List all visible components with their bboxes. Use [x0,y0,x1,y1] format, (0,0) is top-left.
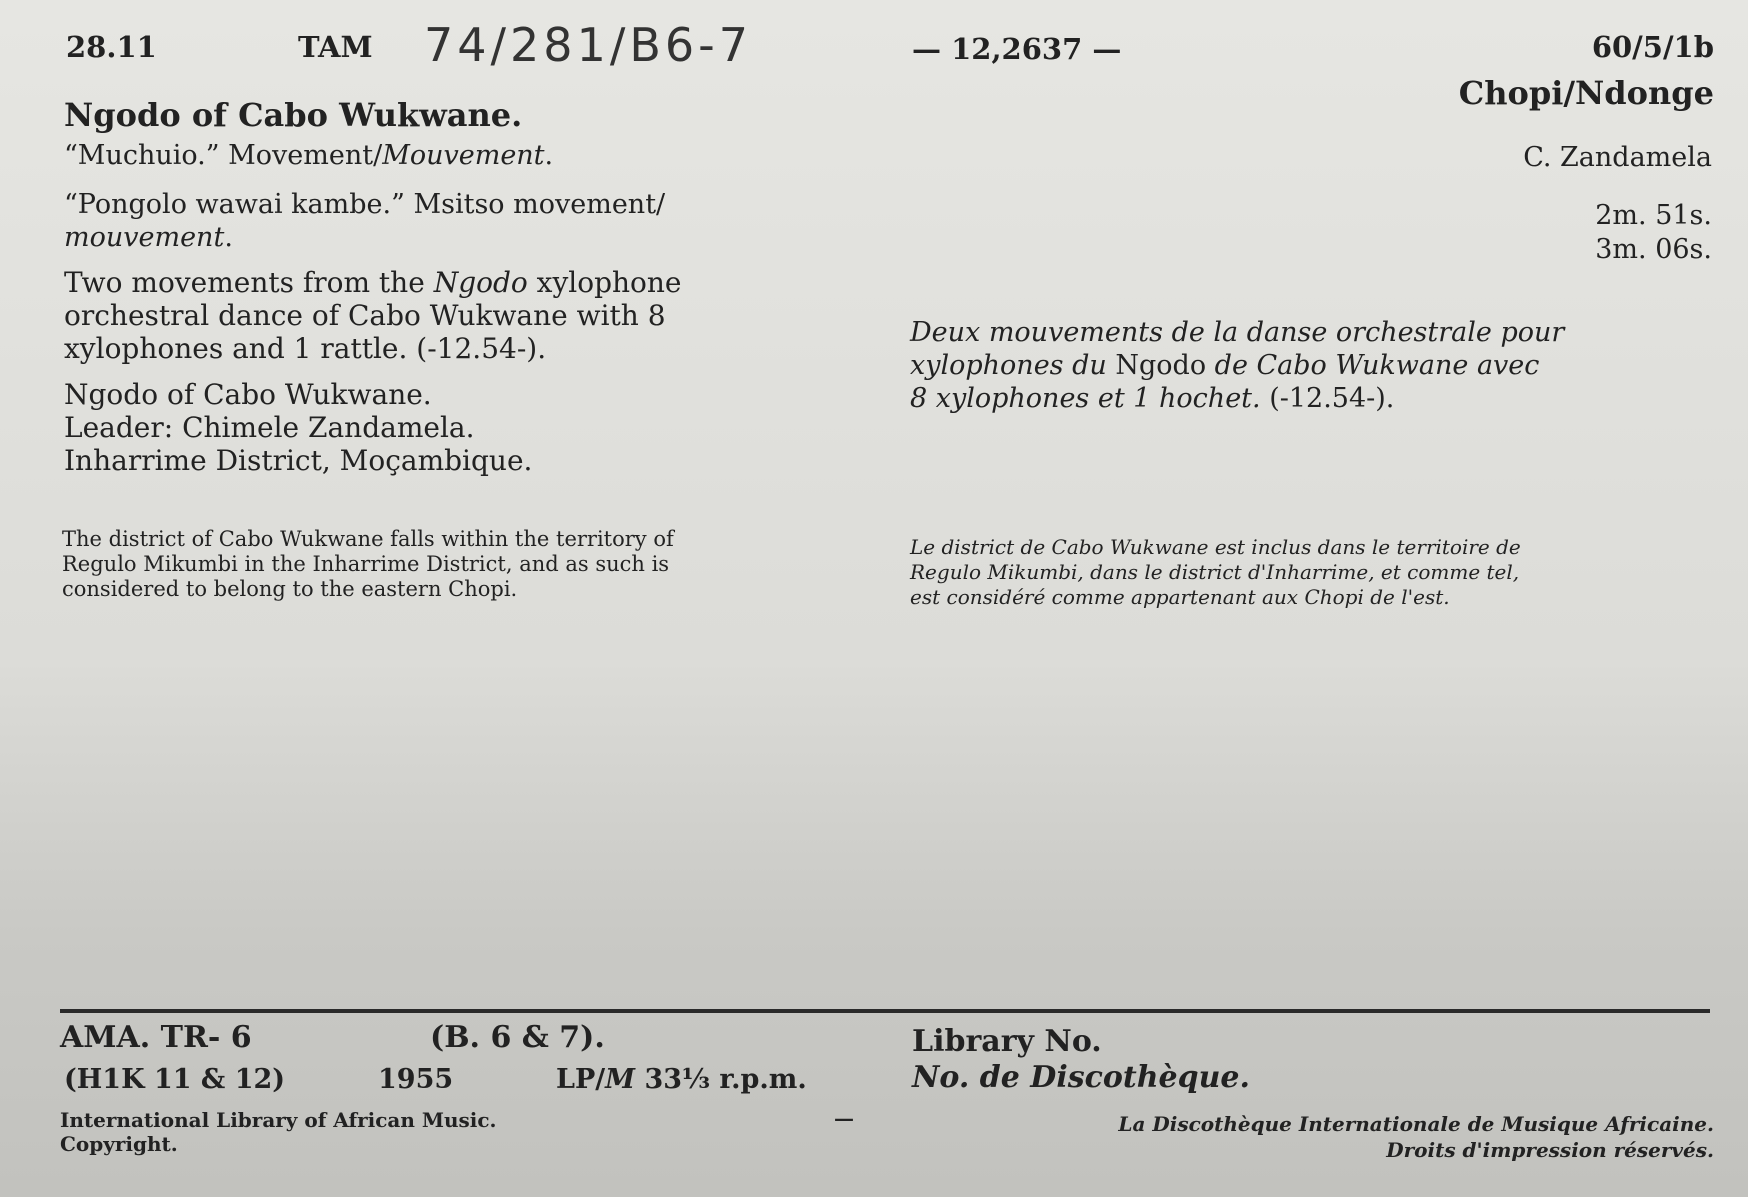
ama-reference: AMA. TR- 6 [60,1020,252,1055]
note-english [62,527,674,602]
catalog-code: 28.11 [66,30,157,64]
performer-info [64,378,532,477]
group-location: Inharrime District, Moçambique. [64,444,533,477]
desc-fr-line2c: de Cabo Wukwane avec [1206,350,1540,381]
movement-one [64,140,553,171]
performer-name: C. Zandamela [1523,142,1712,173]
duration-one: 2m. 51s. [1595,200,1712,231]
ilam-name: International Library of African Music. [60,1108,497,1132]
desc-en-ngodo: Ngodo [433,266,528,299]
discotheque-name: La Discothèque Internationale de Musique Africaine. [1118,1112,1714,1136]
movement-two-french: mouvement [64,222,225,253]
discotheque-number-label: No. de Discothèque. [912,1060,1250,1095]
lp-rpm: 33⅓ r.p.m. [635,1064,807,1095]
h-reference: (H1K 11 & 12) [64,1064,286,1095]
desc-fr-line3a: 8 xylophones et 1 hochet. [910,383,1261,414]
desc-en-line3: xylophones and 1 rattle. (-12.54-). [64,332,547,365]
handwritten-reference: 74/281/B6-7 [424,18,753,72]
footer-dash: — [834,1106,854,1130]
tam-label: TAM [298,30,373,64]
lp-m: M [605,1064,636,1095]
copyright: Copyright. [60,1132,178,1156]
group-name: Ngodo of Cabo Wukwane. [64,378,432,411]
note-fr-line3: est considéré comme appartenant aux Chopi de l'est. [910,585,1450,609]
movement-two-text: “Pongolo wawai kambe.” Msitso movement/ [64,189,666,220]
description-french [910,316,1564,415]
note-fr-line1: Le district de Cabo Wukwane est inclus dans le territoire de [910,535,1521,559]
desc-en-line1a: Two movements from the [64,266,434,299]
footer-divider [60,1009,1710,1013]
note-en-line1: The district of Cabo Wukwane falls within the territory of [62,527,674,551]
movement-two-end: . [224,222,233,253]
note-en-line3: considered to belong to the eastern Chopi. [62,577,518,601]
record-title: Ngodo of Cabo Wukwane. [64,96,523,134]
tribe-name: Chopi/Ndonge [1458,74,1714,112]
lp-speed [556,1064,807,1095]
center-number: — 12,2637 — [912,32,1122,66]
note-french [910,535,1521,610]
release-year: 1955 [378,1064,454,1095]
movement-one-text: “Muchuio.” Movement/ [64,140,383,171]
movement-one-end: . [544,140,554,171]
desc-fr-ngodo: Ngodo [1115,350,1207,381]
duration-two: 3m. 06s. [1595,234,1712,265]
desc-fr-line2a: xylophones du [910,350,1116,381]
rights-reserved: Droits d'impression réservés. [1386,1138,1714,1162]
lp-label: LP/ [556,1064,606,1095]
movement-two [64,188,665,254]
desc-fr-line3b: (-12.54-). [1260,383,1395,414]
note-fr-line2: Regulo Mikumbi, dans le district d'Inharrime, et comme tel, [910,560,1520,584]
movement-one-french: Mouvement [382,140,545,171]
note-en-line2: Regulo Mikumbi in the Inharrime District, and as such is [62,552,670,576]
desc-fr-line1: Deux mouvements de la danse orchestrale pour [910,317,1565,348]
shelf-code: 60/5/1b [1591,30,1714,64]
library-number-label: Library No. [912,1024,1102,1059]
description-english [64,266,682,365]
group-leader: Leader: Chimele Zandamela. [64,411,475,444]
desc-en-line1c: xylophone [527,266,682,299]
b-reference: (B. 6 & 7). [430,1020,605,1055]
desc-en-line2: orchestral dance of Cabo Wukwane with 8 [64,299,666,332]
